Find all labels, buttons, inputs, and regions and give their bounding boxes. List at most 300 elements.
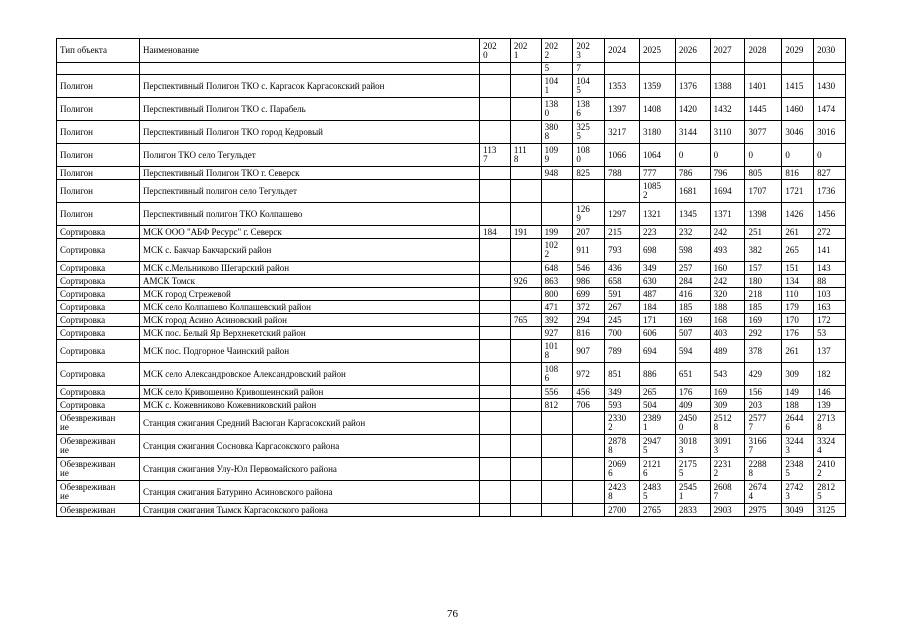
year-value-cell (510, 98, 541, 121)
year-value-cell: 0 (745, 144, 782, 167)
year-value-cell: 886 (639, 363, 675, 386)
year-value-cell: 927 (541, 327, 573, 340)
year-value-cell: 2027 (710, 39, 745, 63)
year-value-cell: 593 (605, 399, 640, 412)
year-value-cell: 104 1 (541, 75, 573, 98)
year-value-cell: 2423 8 (605, 481, 640, 504)
year-value-cell: 825 (573, 167, 605, 180)
year-value-cell: 380 8 (541, 121, 573, 144)
year-value-cell: 429 (745, 363, 782, 386)
year-value-cell (541, 435, 573, 458)
year-value-cell (510, 180, 541, 203)
name-cell: Станция сжигания Тымск Каргасокского района (139, 504, 479, 517)
year-value-cell: 2450 0 (675, 412, 710, 435)
year-value-cell: 138 6 (573, 98, 605, 121)
year-value-cell: 203 (745, 399, 782, 412)
year-value-cell (480, 363, 511, 386)
year-value-cell (541, 180, 573, 203)
year-value-cell: 2175 5 (675, 458, 710, 481)
year-value-cell (510, 340, 541, 363)
year-value-cell: 403 (710, 327, 745, 340)
year-value-cell: 777 (639, 167, 675, 180)
table-row (57, 314, 846, 327)
table-row (57, 363, 846, 386)
year-value-cell: 851 (605, 363, 640, 386)
year-value-cell (480, 314, 511, 327)
year-value-cell: 3110 (710, 121, 745, 144)
page-number: 76 (447, 608, 458, 620)
year-value-cell: 215 (605, 226, 640, 239)
year-value-cell: 0 (675, 144, 710, 167)
year-value-cell: 700 (605, 327, 640, 340)
year-value-cell: 1371 (710, 203, 745, 226)
year-value-cell: 648 (541, 262, 573, 275)
year-value-cell (605, 180, 640, 203)
year-value-cell: 143 (814, 262, 846, 275)
year-value-cell: 2644 6 (782, 412, 814, 435)
year-value-cell: 218 (745, 288, 782, 301)
year-value-cell: 907 (573, 340, 605, 363)
year-value-cell (510, 399, 541, 412)
year-value-cell (745, 63, 782, 75)
year-value-cell: 1321 (639, 203, 675, 226)
year-value-cell (480, 203, 511, 226)
year-value-cell (510, 63, 541, 75)
year-value-cell: 169 (675, 314, 710, 327)
year-value-cell: 309 (710, 399, 745, 412)
year-value-cell: 157 (745, 262, 782, 275)
year-value-cell: 1426 (782, 203, 814, 226)
year-value-cell: 245 (605, 314, 640, 327)
year-value-cell: 594 (675, 340, 710, 363)
year-value-cell (480, 327, 511, 340)
year-value-cell: 0 (782, 144, 814, 167)
year-value-cell: 546 (573, 262, 605, 275)
year-value-cell: 796 (710, 167, 745, 180)
name-cell: Перспективный Полигон ТКО г. Северск (139, 167, 479, 180)
year-value-cell: 103 (814, 288, 846, 301)
name-cell: МСК ООО "АБФ Ресурс" г. Северск (139, 226, 479, 239)
year-value-cell: 168 (710, 314, 745, 327)
object-type-cell: Обезвреживан (57, 504, 140, 517)
year-value-cell (510, 386, 541, 399)
name-cell: МСК село Александровское Александровский район (139, 363, 479, 386)
year-value-cell (480, 75, 511, 98)
year-value-cell: 5 (541, 63, 573, 75)
year-value-cell (510, 327, 541, 340)
object-type-cell: Сортировка (57, 301, 140, 314)
year-value-cell: 137 (814, 340, 846, 363)
name-cell: МСК пос. Подгорное Чаинский район (139, 340, 479, 363)
year-value-cell: 1681 (675, 180, 710, 203)
year-value-cell: 349 (639, 262, 675, 275)
object-type-cell: Сортировка (57, 340, 140, 363)
table-row (57, 435, 846, 458)
year-value-cell: 184 (639, 301, 675, 314)
year-value-cell (480, 399, 511, 412)
year-value-cell: 126 9 (573, 203, 605, 226)
year-value-cell: 3125 (814, 504, 846, 517)
object-type-cell (57, 63, 140, 75)
table-row (57, 167, 846, 180)
name-cell: Перспективный Полигон ТКО город Кедровый (139, 121, 479, 144)
year-value-cell: 257 (675, 262, 710, 275)
name-cell: Наименование (139, 39, 479, 63)
year-value-cell: 926 (510, 275, 541, 288)
year-value-cell: 2069 6 (605, 458, 640, 481)
table-row (57, 399, 846, 412)
year-value-cell: 2410 2 (814, 458, 846, 481)
waste-facilities-table (56, 38, 846, 517)
year-value-cell: 261 (782, 226, 814, 239)
name-cell: Станция сжигания Средний Васюган Каргасокский район (139, 412, 479, 435)
year-value-cell: 170 (782, 314, 814, 327)
object-type-cell: Сортировка (57, 363, 140, 386)
year-value-cell (480, 262, 511, 275)
year-value-cell: 436 (605, 262, 640, 275)
object-type-cell: Полигон (57, 75, 140, 98)
year-value-cell: 2030 (814, 39, 846, 63)
object-type-cell: Сортировка (57, 226, 140, 239)
table-row (57, 75, 846, 98)
year-value-cell (480, 288, 511, 301)
year-value-cell: 2577 7 (745, 412, 782, 435)
year-value-cell: 202 2 (541, 39, 573, 63)
year-value-cell: 111 8 (510, 144, 541, 167)
year-value-cell: 102 2 (541, 239, 573, 262)
year-value-cell: 185 (675, 301, 710, 314)
year-value-cell: 325 5 (573, 121, 605, 144)
year-value-cell: 416 (675, 288, 710, 301)
name-cell: Перспективный Полигон ТКО с. Парабель (139, 98, 479, 121)
year-value-cell: 199 (541, 226, 573, 239)
year-value-cell: 113 7 (480, 144, 511, 167)
year-value-cell: 1397 (605, 98, 640, 121)
year-value-cell (541, 412, 573, 435)
table-row (57, 288, 846, 301)
table-header-row (57, 39, 846, 63)
year-value-cell: 2512 8 (710, 412, 745, 435)
year-value-cell (675, 63, 710, 75)
year-value-cell: 651 (675, 363, 710, 386)
table-row (57, 203, 846, 226)
year-value-cell: 972 (573, 363, 605, 386)
year-value-cell: 1415 (782, 75, 814, 98)
year-value-cell: 2330 2 (605, 412, 640, 435)
year-value-cell: 698 (639, 239, 675, 262)
year-value-cell (510, 504, 541, 517)
year-value-cell: 986 (573, 275, 605, 288)
year-value-cell (541, 481, 573, 504)
object-type-cell: Сортировка (57, 262, 140, 275)
object-type-cell: Тип объекта (57, 39, 140, 63)
year-value-cell: 591 (605, 288, 640, 301)
table-row (57, 262, 846, 275)
table-row (57, 481, 846, 504)
year-value-cell: 1721 (782, 180, 814, 203)
year-value-cell: 1408 (639, 98, 675, 121)
name-cell: Полигон ТКО село Тегульдет (139, 144, 479, 167)
year-value-cell: 2833 (675, 504, 710, 517)
year-value-cell: 658 (605, 275, 640, 288)
year-value-cell: 699 (573, 288, 605, 301)
year-value-cell (573, 481, 605, 504)
year-value-cell: 134 (782, 275, 814, 288)
table-row (57, 327, 846, 340)
year-value-cell: 151 (782, 262, 814, 275)
year-value-cell: 2348 5 (782, 458, 814, 481)
object-type-cell: Обезвреживан ие (57, 458, 140, 481)
year-value-cell: 2674 4 (745, 481, 782, 504)
year-value-cell: 1359 (639, 75, 675, 98)
object-type-cell: Полигон (57, 98, 140, 121)
year-value-cell: 172 (814, 314, 846, 327)
year-value-cell: 788 (605, 167, 640, 180)
object-type-cell: Сортировка (57, 399, 140, 412)
year-value-cell: 284 (675, 275, 710, 288)
year-value-cell: 7 (573, 63, 605, 75)
year-value-cell: 3046 (782, 121, 814, 144)
year-value-cell (510, 167, 541, 180)
year-value-cell (510, 435, 541, 458)
year-value-cell: 3018 3 (675, 435, 710, 458)
year-value-cell: 242 (710, 275, 745, 288)
year-value-cell: 180 (745, 275, 782, 288)
year-value-cell (480, 301, 511, 314)
name-cell: МСК село Кривошеино Кривошеинский район (139, 386, 479, 399)
year-value-cell: 139 (814, 399, 846, 412)
year-value-cell: 184 (480, 226, 511, 239)
year-value-cell (480, 504, 511, 517)
year-value-cell: 320 (710, 288, 745, 301)
year-value-cell: 2026 (675, 39, 710, 63)
table-row (57, 301, 846, 314)
year-value-cell: 169 (710, 386, 745, 399)
year-value-cell: 294 (573, 314, 605, 327)
table-row (57, 98, 846, 121)
year-value-cell: 1474 (814, 98, 846, 121)
name-cell: МСК с. Кожевниково Кожевниковский район (139, 399, 479, 412)
year-value-cell (480, 275, 511, 288)
year-value-cell: 765 (510, 314, 541, 327)
year-value-cell: 272 (814, 226, 846, 239)
table-row (57, 239, 846, 262)
year-value-cell: 141 (814, 239, 846, 262)
year-value-cell (480, 458, 511, 481)
year-value-cell: 1430 (814, 75, 846, 98)
table-row (57, 504, 846, 517)
year-value-cell: 1066 (605, 144, 640, 167)
year-value-cell: 188 (782, 399, 814, 412)
year-value-cell (573, 458, 605, 481)
year-value-cell: 706 (573, 399, 605, 412)
year-value-cell: 1398 (745, 203, 782, 226)
year-value-cell: 392 (541, 314, 573, 327)
year-value-cell: 104 5 (573, 75, 605, 98)
year-value-cell: 2608 7 (710, 481, 745, 504)
year-value-cell: 504 (639, 399, 675, 412)
year-value-cell: 185 (745, 301, 782, 314)
table-row (57, 458, 846, 481)
year-value-cell: 378 (745, 340, 782, 363)
year-value-cell (510, 121, 541, 144)
year-value-cell (541, 504, 573, 517)
year-value-cell: 1420 (675, 98, 710, 121)
year-value-cell: 507 (675, 327, 710, 340)
name-cell: МСК город Асино Асиновский район (139, 314, 479, 327)
year-value-cell: 163 (814, 301, 846, 314)
year-value-cell: 800 (541, 288, 573, 301)
year-value-cell (510, 301, 541, 314)
year-value-cell (710, 63, 745, 75)
year-value-cell (480, 340, 511, 363)
year-value-cell: 1694 (710, 180, 745, 203)
year-value-cell: 202 3 (573, 39, 605, 63)
year-value-cell: 2483 5 (639, 481, 675, 504)
year-value-cell: 2025 (639, 39, 675, 63)
year-value-cell (510, 262, 541, 275)
year-value-cell: 251 (745, 226, 782, 239)
year-value-cell: 493 (710, 239, 745, 262)
year-value-cell: 1401 (745, 75, 782, 98)
object-type-cell: Полигон (57, 167, 140, 180)
object-type-cell: Сортировка (57, 314, 140, 327)
year-value-cell: 3144 (675, 121, 710, 144)
table-row (57, 275, 846, 288)
object-type-cell: Сортировка (57, 327, 140, 340)
year-value-cell: 242 (710, 226, 745, 239)
name-cell: Станция сжигания Улу-Юл Первомайского района (139, 458, 479, 481)
object-type-cell: Обезвреживан ие (57, 412, 140, 435)
year-value-cell: 265 (782, 239, 814, 262)
year-value-cell: 948 (541, 167, 573, 180)
year-value-cell: 2389 1 (639, 412, 675, 435)
object-type-cell: Сортировка (57, 239, 140, 262)
year-value-cell: 3049 (782, 504, 814, 517)
year-value-cell (573, 435, 605, 458)
year-value-cell (480, 98, 511, 121)
table-row (57, 340, 846, 363)
year-value-cell: 382 (745, 239, 782, 262)
year-value-cell: 2878 8 (605, 435, 640, 458)
year-value-cell: 1064 (639, 144, 675, 167)
year-value-cell: 456 (573, 386, 605, 399)
year-value-cell: 606 (639, 327, 675, 340)
object-type-cell: Полигон (57, 144, 140, 167)
object-type-cell: Обезвреживан ие (57, 435, 140, 458)
year-value-cell: 1456 (814, 203, 846, 226)
table-row (57, 412, 846, 435)
year-value-cell: 805 (745, 167, 782, 180)
year-value-cell: 1085 2 (639, 180, 675, 203)
year-value-cell: 372 (573, 301, 605, 314)
year-value-cell: 2288 8 (745, 458, 782, 481)
year-value-cell: 487 (639, 288, 675, 301)
year-value-cell: 1707 (745, 180, 782, 203)
table-row (57, 180, 846, 203)
year-value-cell: 223 (639, 226, 675, 239)
year-value-cell: 1297 (605, 203, 640, 226)
year-value-cell: 160 (710, 262, 745, 275)
object-type-cell: Полигон (57, 180, 140, 203)
name-cell: Перспективный полигон село Тегульдет (139, 180, 479, 203)
year-value-cell: 202 0 (480, 39, 511, 63)
year-value-cell (480, 435, 511, 458)
year-value-cell: 630 (639, 275, 675, 288)
year-value-cell (510, 239, 541, 262)
year-value-cell: 1736 (814, 180, 846, 203)
year-value-cell (480, 386, 511, 399)
year-value-cell: 1460 (782, 98, 814, 121)
name-cell: АМСК Томск (139, 275, 479, 288)
year-value-cell: 110 (782, 288, 814, 301)
year-value-cell: 182 (814, 363, 846, 386)
year-value-cell (480, 167, 511, 180)
year-value-cell: 109 9 (541, 144, 573, 167)
year-value-cell: 191 (510, 226, 541, 239)
year-value-cell: 816 (782, 167, 814, 180)
year-value-cell: 156 (745, 386, 782, 399)
year-value-cell: 1353 (605, 75, 640, 98)
name-cell: МСК с.Мельниково Шегарский район (139, 262, 479, 275)
name-cell: Станция сжигания Сосновка Каргасокского района (139, 435, 479, 458)
year-value-cell: 1388 (710, 75, 745, 98)
year-value-cell (480, 63, 511, 75)
year-value-cell: 3016 (814, 121, 846, 144)
object-type-cell: Обезвреживан ие (57, 481, 140, 504)
name-cell: МСК село Колпашево Колпашевский район (139, 301, 479, 314)
year-value-cell: 409 (675, 399, 710, 412)
year-value-cell: 3077 (745, 121, 782, 144)
year-value-cell: 108 0 (573, 144, 605, 167)
name-cell: Перспективный Полигон ТКО с. Каргасок Каргасокский район (139, 75, 479, 98)
year-value-cell (814, 63, 846, 75)
year-value-cell (639, 63, 675, 75)
year-value-cell (510, 458, 541, 481)
year-value-cell: 812 (541, 399, 573, 412)
name-cell: Перспективный полигон ТКО Колпашево (139, 203, 479, 226)
year-value-cell: 471 (541, 301, 573, 314)
year-value-cell: 489 (710, 340, 745, 363)
year-value-cell (480, 121, 511, 144)
year-value-cell: 816 (573, 327, 605, 340)
year-value-cell: 1345 (675, 203, 710, 226)
year-value-cell: 2024 (605, 39, 640, 63)
year-value-cell (510, 363, 541, 386)
year-value-cell: 793 (605, 239, 640, 262)
year-value-cell: 3217 (605, 121, 640, 144)
year-value-cell: 789 (605, 340, 640, 363)
year-value-cell: 863 (541, 275, 573, 288)
year-value-cell (573, 412, 605, 435)
year-value-cell: 786 (675, 167, 710, 180)
year-value-cell: 1376 (675, 75, 710, 98)
year-value-cell: 3244 3 (782, 435, 814, 458)
object-type-cell: Полигон (57, 121, 140, 144)
year-value-cell: 53 (814, 327, 846, 340)
year-value-cell: 2028 (745, 39, 782, 63)
year-value-cell: 2765 (639, 504, 675, 517)
year-value-cell: 267 (605, 301, 640, 314)
year-value-cell: 176 (675, 386, 710, 399)
year-value-cell: 3324 4 (814, 435, 846, 458)
year-value-cell: 309 (782, 363, 814, 386)
year-value-cell: 2700 (605, 504, 640, 517)
year-value-cell: 207 (573, 226, 605, 239)
year-value-cell: 232 (675, 226, 710, 239)
object-type-cell: Полигон (57, 203, 140, 226)
year-value-cell: 169 (745, 314, 782, 327)
